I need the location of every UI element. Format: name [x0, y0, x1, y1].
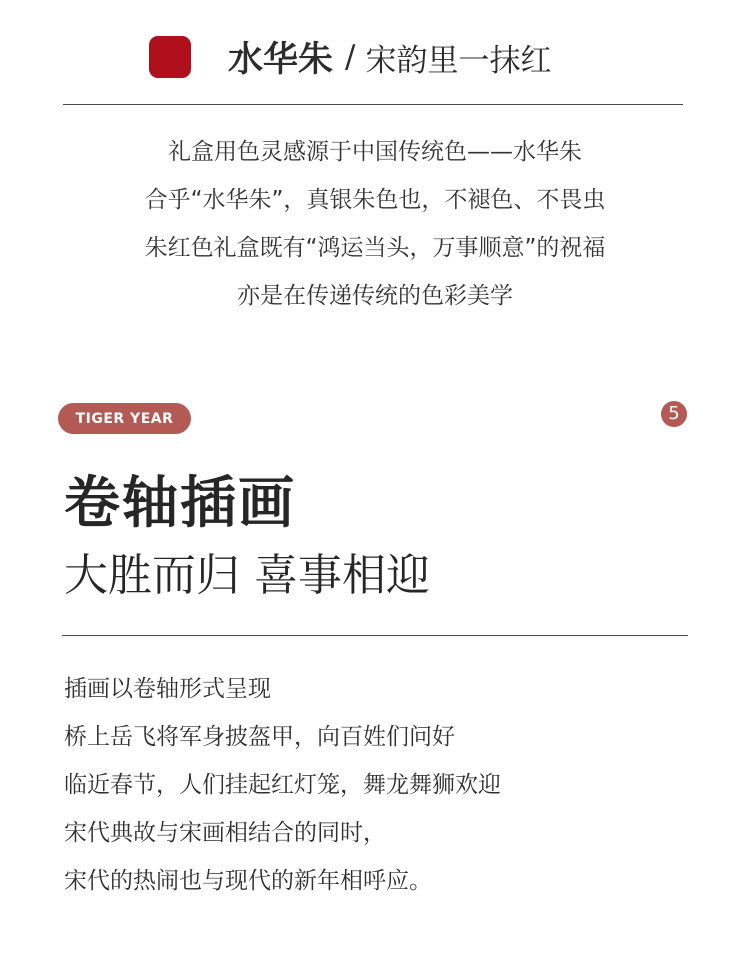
- section-divider: [62, 635, 688, 636]
- top-divider: [63, 104, 683, 105]
- color-swatch: [149, 36, 191, 78]
- body-line: 宋代的热闹也与现代的新年相呼应。: [64, 868, 432, 894]
- intro-paragraph: [0, 128, 750, 320]
- body-line: 临近春节，人们挂起红灯笼，舞龙舞狮欢迎: [64, 772, 501, 798]
- intro-line: 亦是在传递传统的色彩美学: [237, 283, 513, 309]
- body-line: 插画以卷轴形式呈现: [64, 676, 271, 702]
- section-subheading: 大胜而归 喜事相迎: [64, 550, 430, 601]
- section-body: [64, 665, 501, 905]
- title-separator: /: [345, 39, 356, 75]
- body-line: 桥上岳飞将军身披盔甲，向百姓们问好: [64, 724, 455, 750]
- intro-line: 合乎“水华朱”，真银朱色也，不褪色、不畏虫: [144, 187, 606, 213]
- color-subtitle: 宋韵里一抹红: [365, 42, 552, 79]
- tiger-year-badge: TIGER YEAR: [58, 403, 191, 434]
- header-title-row: [228, 32, 551, 82]
- intro-line: 礼盒用色灵感源于中国传统色——水华朱: [168, 139, 582, 165]
- body-line: 宋代典故与宋画相结合的同时，: [64, 820, 386, 846]
- color-name-title: 水华朱: [228, 40, 334, 80]
- intro-line: 朱红色礼盒既有“鸿运当头，万事顺意”的祝福: [144, 235, 606, 261]
- section-heading: 卷轴插画: [64, 471, 296, 536]
- section-number-badge: 5: [661, 401, 687, 427]
